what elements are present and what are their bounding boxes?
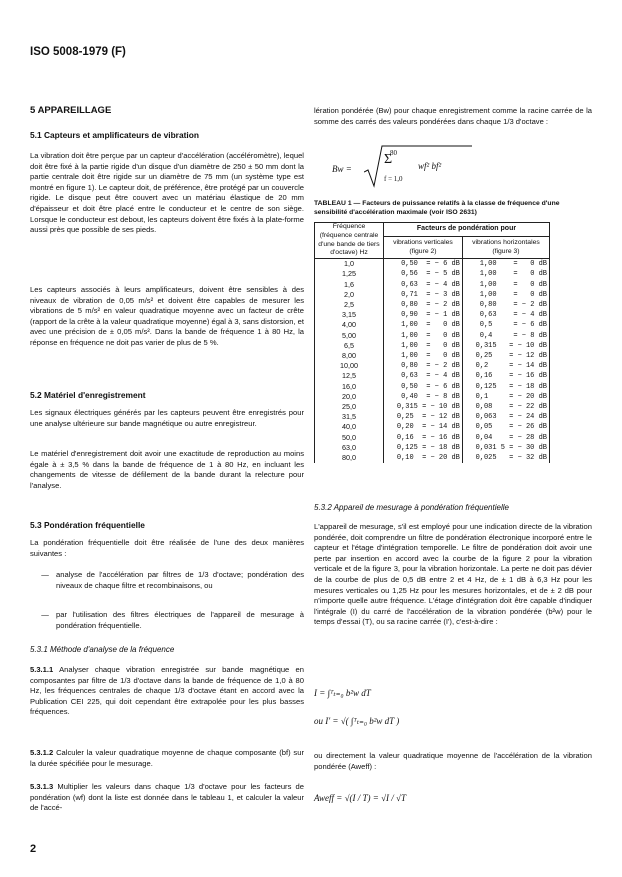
cell-frequency: 1,25 (315, 269, 384, 279)
cell-frequency: 50,0 (315, 433, 384, 443)
formula-integral-i: I = ∫ᵀₜ₌₀ b²w dT (314, 688, 371, 698)
cell-vertical: 1,00 = 0 dB (384, 320, 463, 330)
clause-text: Calculer la valeur quadratique moyenne de chaque composante (bf) sur la durée spécifiée pour le mesurage. (30, 748, 304, 768)
table-row (315, 331, 550, 341)
cell-frequency: 6,5 (315, 341, 384, 351)
table-row (315, 280, 550, 290)
list-item-text: analyse de l'accélération par filtres de 1/3 d'octave; pondération des niveaux de chaque filtre et recombinaisons, ou (56, 570, 304, 590)
formula-integral-i-prime: ou I' = √( ∫ᵀₜ₌₀ b²w dT ) (314, 716, 400, 726)
table-row (315, 269, 550, 279)
cell-horizontal: 1,00 = 0 dB (462, 290, 549, 300)
formula-bw (332, 142, 532, 190)
section-5-3-2-para-1: L'appareil de mesurage, s'il est employé pour une indication directe de la vibration pondérée, doit comprendre un filtre de pondération électronique incorporé entre le capteur et l'étage d'intégration temporelle. Le filtre de pondération doit avoir une perte par insertion en accord avec la courbe de la figure 2 pour la vibration verticale et de la figure 3, pour la vibration horizontale. La perte ne doit pas dévier de la courbe de plus de 0,5 dB entre 2 et 4 Hz, de ± 1 dB à 6,3 Hz pour les mesures verticales ou 1,25 Hz pour les mesures horizontales, et de ± 2 dB pour n'importe quelle autre fréquence. L'étage d'intégration doit être capable d'indiquer l'intégrale (I) du carré de l'accélération de la vibration pondérée (b²w) pour le temps d'essai (T), ou sa racine carrée (I'), c'est-à-dire : (314, 522, 592, 627)
section-5-2-title: 5.2 Matériel d'enregistrement (30, 390, 146, 400)
table-row (315, 453, 550, 463)
cell-horizontal: 1,00 = 0 dB (462, 269, 549, 279)
cell-vertical: 0,56 = − 5 dB (384, 269, 463, 279)
cell-horizontal: 0,125 = − 18 dB (462, 382, 549, 392)
table-1-caption: TABLEAU 1 — Facteurs de puissance relatifs à la classe de fréquence d'une sensibilité d'accélération maximale (voir ISO 2631) (314, 200, 560, 216)
table-1 (314, 222, 550, 463)
cell-horizontal: 0,05 = − 26 dB (462, 422, 549, 432)
col-frequency-header: Fréquence (fréquence centrale d'une bande de tiers d'octave) Hz (315, 223, 384, 259)
section-5-3-1-3 (30, 782, 304, 814)
list-dash: — (41, 570, 49, 579)
cell-horizontal: 0,63 = − 4 dB (462, 310, 549, 320)
table-row (315, 412, 550, 422)
clause-number: 5.3.1.2 (30, 748, 54, 757)
cell-horizontal: 0,1 = − 20 dB (462, 392, 549, 402)
page-number: 2 (30, 843, 37, 855)
cell-vertical: 0,80 = − 2 dB (384, 300, 463, 310)
cell-horizontal: 0,04 = − 28 dB (462, 433, 549, 443)
cell-vertical: 0,315 = − 10 dB (384, 402, 463, 412)
section-5-3-1-1 (30, 665, 304, 718)
cell-frequency: 8,00 (315, 351, 384, 361)
section-5-2-para-2: Le matériel d'enregistrement doit avoir une exactitude de reproduction au moins égale à ± 3,5 % dans la bande de fréquence de 1 à 80 Hz, en incluant les changements de vitesse de défilement de la bande durant la relecture pour l'analyse. (30, 449, 304, 490)
cell-vertical: 0,90 = − 1 dB (384, 310, 463, 320)
cell-horizontal: 1,00 = 0 dB (462, 280, 549, 290)
cell-frequency: 2,5 (315, 300, 384, 310)
cell-horizontal: 0,063 = − 24 dB (462, 412, 549, 422)
cell-frequency: 80,0 (315, 453, 384, 463)
table-row (315, 320, 550, 330)
cell-vertical: 0,80 = − 2 dB (384, 361, 463, 371)
cell-frequency: 10,00 (315, 361, 384, 371)
section-5-title: 5 APPAREILLAGE (30, 105, 112, 116)
cell-frequency: 31,5 (315, 412, 384, 422)
cell-vertical: 0,40 = − 8 dB (384, 392, 463, 402)
cell-vertical: 1,00 = 0 dB (384, 351, 463, 361)
clause-number: 5.3.1.3 (30, 782, 54, 791)
cell-frequency: 1,0 (315, 259, 384, 270)
cell-horizontal: 1,00 = 0 dB (462, 259, 549, 270)
cell-vertical: 0,71 = − 3 dB (384, 290, 463, 300)
list-item (40, 570, 304, 591)
section-5-3-1-3-continued: lération pondérée (Bw) pour chaque enregistrement comme la racine carrée de la somme des carrés des valeurs pondérées dans chaque 1/3 d'octave : (314, 106, 592, 126)
list-item-text: par l'utilisation des filtres électriques de l'appareil de mesurage à pondération fréquentielle. (56, 610, 304, 630)
cell-horizontal: 0,4 = − 8 dB (462, 331, 549, 341)
cell-vertical: 0,63 = − 4 dB (384, 371, 463, 381)
cell-vertical: 0,10 = − 20 dB (384, 453, 463, 463)
formula-body: wf² bf² (418, 161, 442, 171)
list-item (40, 610, 304, 631)
section-5-3-2-para-2: ou directement la valeur quadratique moyenne de l'accélération de la vibration pondérée (Aweff) : (314, 751, 592, 771)
cell-vertical: 0,16 = − 16 dB (384, 433, 463, 443)
weighting-factors-header: Facteurs de pondération pour (384, 223, 550, 237)
table-row (315, 402, 550, 412)
table-row (315, 290, 550, 300)
section-5-1-para-2: Les capteurs associés à leurs amplificateurs, doivent être sensibles à des niveaux de vibration de 0,05 m/s² et doivent être capables de mesurer les vibrations de 5 m/s² en valeur quadratique moyenne avec un facteur de crête (rapport de la crête à la valeur quadratique moyenne) égal à 3, sans distorsion, et avec une précision de ± 0,05 m/s². Dans la bande de fréquence 1 à 80 Hz, la réponse en fréquence ne doit pas varier de plus de 5 %. (30, 285, 304, 347)
table-row (315, 300, 550, 310)
section-5-3-para-1: La pondération fréquentielle doit être réalisée de l'une des deux manières suivantes : (30, 538, 304, 558)
cell-frequency: 3,15 (315, 310, 384, 320)
section-5-3-1-title: 5.3.1 Méthode d'analyse de la fréquence (30, 645, 175, 654)
cell-horizontal: 0,5 = − 6 dB (462, 320, 549, 330)
formula-aweff: Aweff = √(I / T) = √I / √T (314, 793, 406, 803)
clause-text: Analyser chaque vibration enregistrée sur bande magnétique en composantes par filtre de 1/3 d'octave dans la bande de fréquence de 1,0 à 80 Hz, les fréquences centrales de chaque 1/3 d'octave étant en accord avec la Publication CEI 225, qui doit cependant être extrapolée pour les plus basses fréquences. (30, 665, 304, 717)
table-row (315, 443, 550, 453)
cell-horizontal: 0,80 = − 2 dB (462, 300, 549, 310)
table-row (315, 259, 550, 270)
table-row (315, 351, 550, 361)
sum-upper-limit: 80 (390, 149, 397, 157)
cell-horizontal: 0,025 = − 32 dB (462, 453, 549, 463)
section-5-3-title: 5.3 Pondération fréquentielle (30, 520, 145, 530)
cell-frequency: 1,6 (315, 280, 384, 290)
table-row (315, 310, 550, 320)
cell-frequency: 2,0 (315, 290, 384, 300)
section-5-3-1-2 (30, 748, 304, 769)
table-row (315, 341, 550, 351)
cell-vertical: 0,125 = − 18 dB (384, 443, 463, 453)
cell-vertical: 0,20 = − 14 dB (384, 422, 463, 432)
cell-frequency: 25,0 (315, 402, 384, 412)
cell-vertical: 1,00 = 0 dB (384, 341, 463, 351)
cell-frequency: 4,00 (315, 320, 384, 330)
section-5-1-title: 5.1 Capteurs et amplificateurs de vibration (30, 130, 199, 140)
table-row (315, 382, 550, 392)
col-vertical-header: vibrations verticales (figure 2) (384, 236, 463, 258)
cell-horizontal: 0,315 = − 10 dB (462, 341, 549, 351)
section-5-1-para-1: La vibration doit être perçue par un capteur d'accélération (accéléromètre), lequel doit être fixé à la partie rigide d'un disque d'un diamètre de 250 ± 50 mm dont la partie centrale doit être rigide sur un diamètre de 75 mm (un système type est montré en figure 1). Le capteur doit, de préférence, être protégé par un couvercle rigide. Le disque peut être couvert avec un matériau élastique de 20 mm d'épaisseur et doit être placé entre le conducteur et le centre de son siège. Lorsque le conducteur est debout, les capteurs doivent être fixés à la plate-forme aussi près que possible de ses pieds. (30, 151, 304, 235)
list-dash: — (41, 610, 49, 619)
table-row (315, 371, 550, 381)
clause-text: Multiplier les valeurs dans chaque 1/3 d'octave pour les facteurs de pondération (wf) dont la liste est donnée dans le tableau 1, et calculer la valeur de l'accé- (30, 782, 304, 813)
table-row (315, 433, 550, 443)
cell-horizontal: 0,16 = − 16 dB (462, 371, 549, 381)
cell-vertical: 0,25 = − 12 dB (384, 412, 463, 422)
cell-frequency: 16,0 (315, 382, 384, 392)
col-horizontal-header: vibrations horizontales (figure 3) (462, 236, 549, 258)
sum-sign: Σ (384, 152, 393, 167)
cell-frequency: 20,0 (315, 392, 384, 402)
cell-vertical: 1,00 = 0 dB (384, 331, 463, 341)
cell-frequency: 40,0 (315, 422, 384, 432)
section-5-3-2-title: 5.3.2 Appareil de mesurage à pondération fréquentielle (314, 503, 509, 512)
clause-number: 5.3.1.1 (30, 665, 54, 674)
table-row (315, 361, 550, 371)
formula-lhs: Bw = (332, 164, 352, 174)
cell-frequency: 63,0 (315, 443, 384, 453)
table-row (315, 422, 550, 432)
cell-horizontal: 0,031 5 = − 30 dB (462, 443, 549, 453)
table-row (315, 392, 550, 402)
cell-horizontal: 0,08 = − 22 dB (462, 402, 549, 412)
cell-horizontal: 0,25 = − 12 dB (462, 351, 549, 361)
cell-vertical: 0,50 = − 6 dB (384, 382, 463, 392)
cell-vertical: 0,63 = − 4 dB (384, 280, 463, 290)
section-5-2-para-1: Les signaux électriques générés par les capteurs peuvent être enregistrés pour une analyse ultérieure sur bande magnétique ou autre enregistreur. (30, 408, 304, 428)
cell-frequency: 5,00 (315, 331, 384, 341)
cell-frequency: 12,5 (315, 371, 384, 381)
document-header: ISO 5008-1979 (F) (30, 46, 126, 58)
sum-lower-limit: f = 1,0 (384, 175, 403, 183)
cell-horizontal: 0,2 = − 14 dB (462, 361, 549, 371)
cell-vertical: 0,50 = − 6 dB (384, 259, 463, 270)
